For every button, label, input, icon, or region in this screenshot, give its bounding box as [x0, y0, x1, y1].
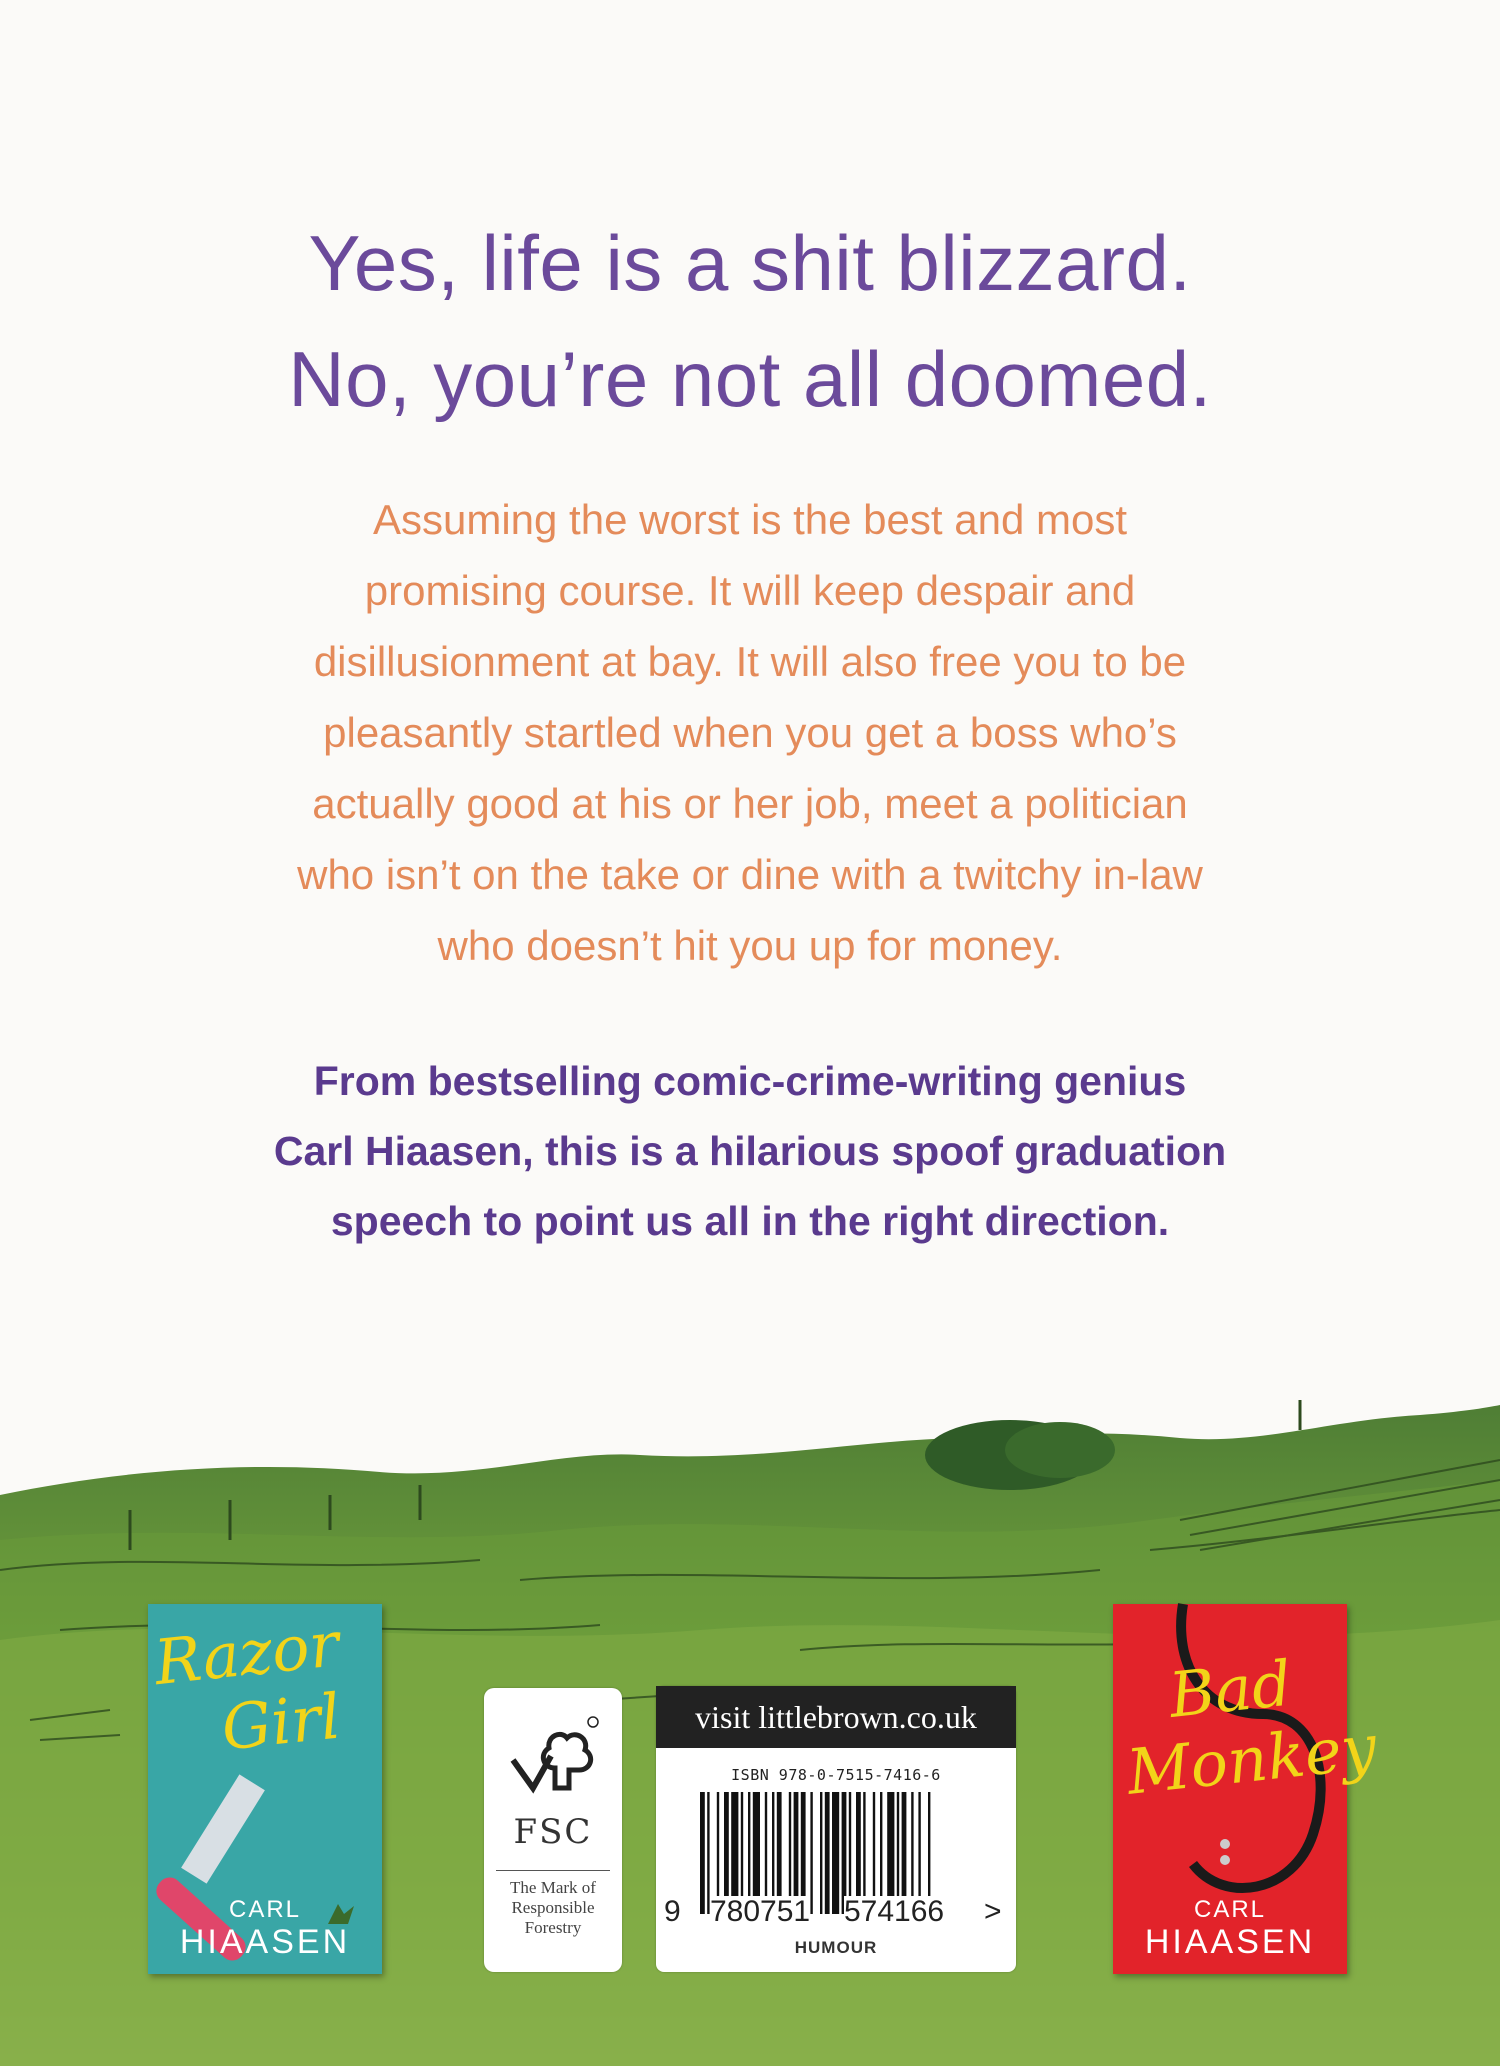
bad-monkey-book-cover	[1113, 1604, 1380, 1974]
pitch-line: speech to point us all in the right direction.	[330, 1198, 1170, 1244]
headline-line-1: Yes, life is a shit blizzard.	[308, 219, 1192, 307]
cover-author: CARL HIAASEN	[1144, 1896, 1316, 1961]
barcode-digit-group-2: 574166	[844, 1895, 945, 1928]
fsc-code: FSC	[513, 1812, 593, 1852]
cover-title: Razor Girl	[150, 1607, 344, 1765]
blurb-line: actually good at his or her job, meet a politician	[312, 780, 1188, 827]
fsc-divider	[496, 1870, 610, 1871]
razor-girl-book-cover	[148, 1604, 382, 1974]
isbn-text: ISBN 978-0-7515-7416-6	[731, 1766, 941, 1784]
cover-author: CARL HIAASEN	[179, 1896, 351, 1961]
pitch-line: From bestselling comic-crime-writing genius	[313, 1058, 1187, 1104]
pitch-line: Carl Hiaasen, this is a hilarious spoof graduation	[273, 1128, 1227, 1174]
headline-line-2: No, you’re not all doomed.	[288, 335, 1212, 423]
barcode-arrow: >	[984, 1895, 1002, 1928]
blurb-line: who doesn’t hit you up for money.	[437, 922, 1063, 969]
barcode-digit-lead: 9	[664, 1895, 681, 1928]
blurb-line: pleasantly startled when you get a boss who’s	[323, 709, 1177, 756]
blurb-line: promising course. It will keep despair and	[364, 567, 1136, 614]
blurb-line: who isn’t on the take or dine with a twitchy in-law	[297, 851, 1203, 898]
fsc-tree-icon	[503, 1708, 603, 1808]
barcode-panel	[656, 1686, 1016, 1972]
publisher-website: visit littlebrown.co.uk	[656, 1686, 1016, 1748]
blurb-paragraph	[0, 484, 1500, 981]
barcode-digit-group-1: 780751	[710, 1895, 811, 1928]
headline	[0, 205, 1500, 437]
blurb-line: disillusionment at bay. It will also free you to be	[313, 638, 1187, 685]
fsc-tagline: The Mark of Responsible Forestry	[510, 1878, 596, 1937]
pitch-paragraph	[0, 1046, 1500, 1256]
cover-title: Bad Monkey	[1123, 1646, 1380, 1809]
blurb-line: Assuming the worst is the best and most	[372, 496, 1127, 543]
genre-label: HUMOUR	[794, 1938, 878, 1957]
fsc-label	[484, 1688, 622, 1972]
barcode-digits	[664, 1896, 1009, 1928]
